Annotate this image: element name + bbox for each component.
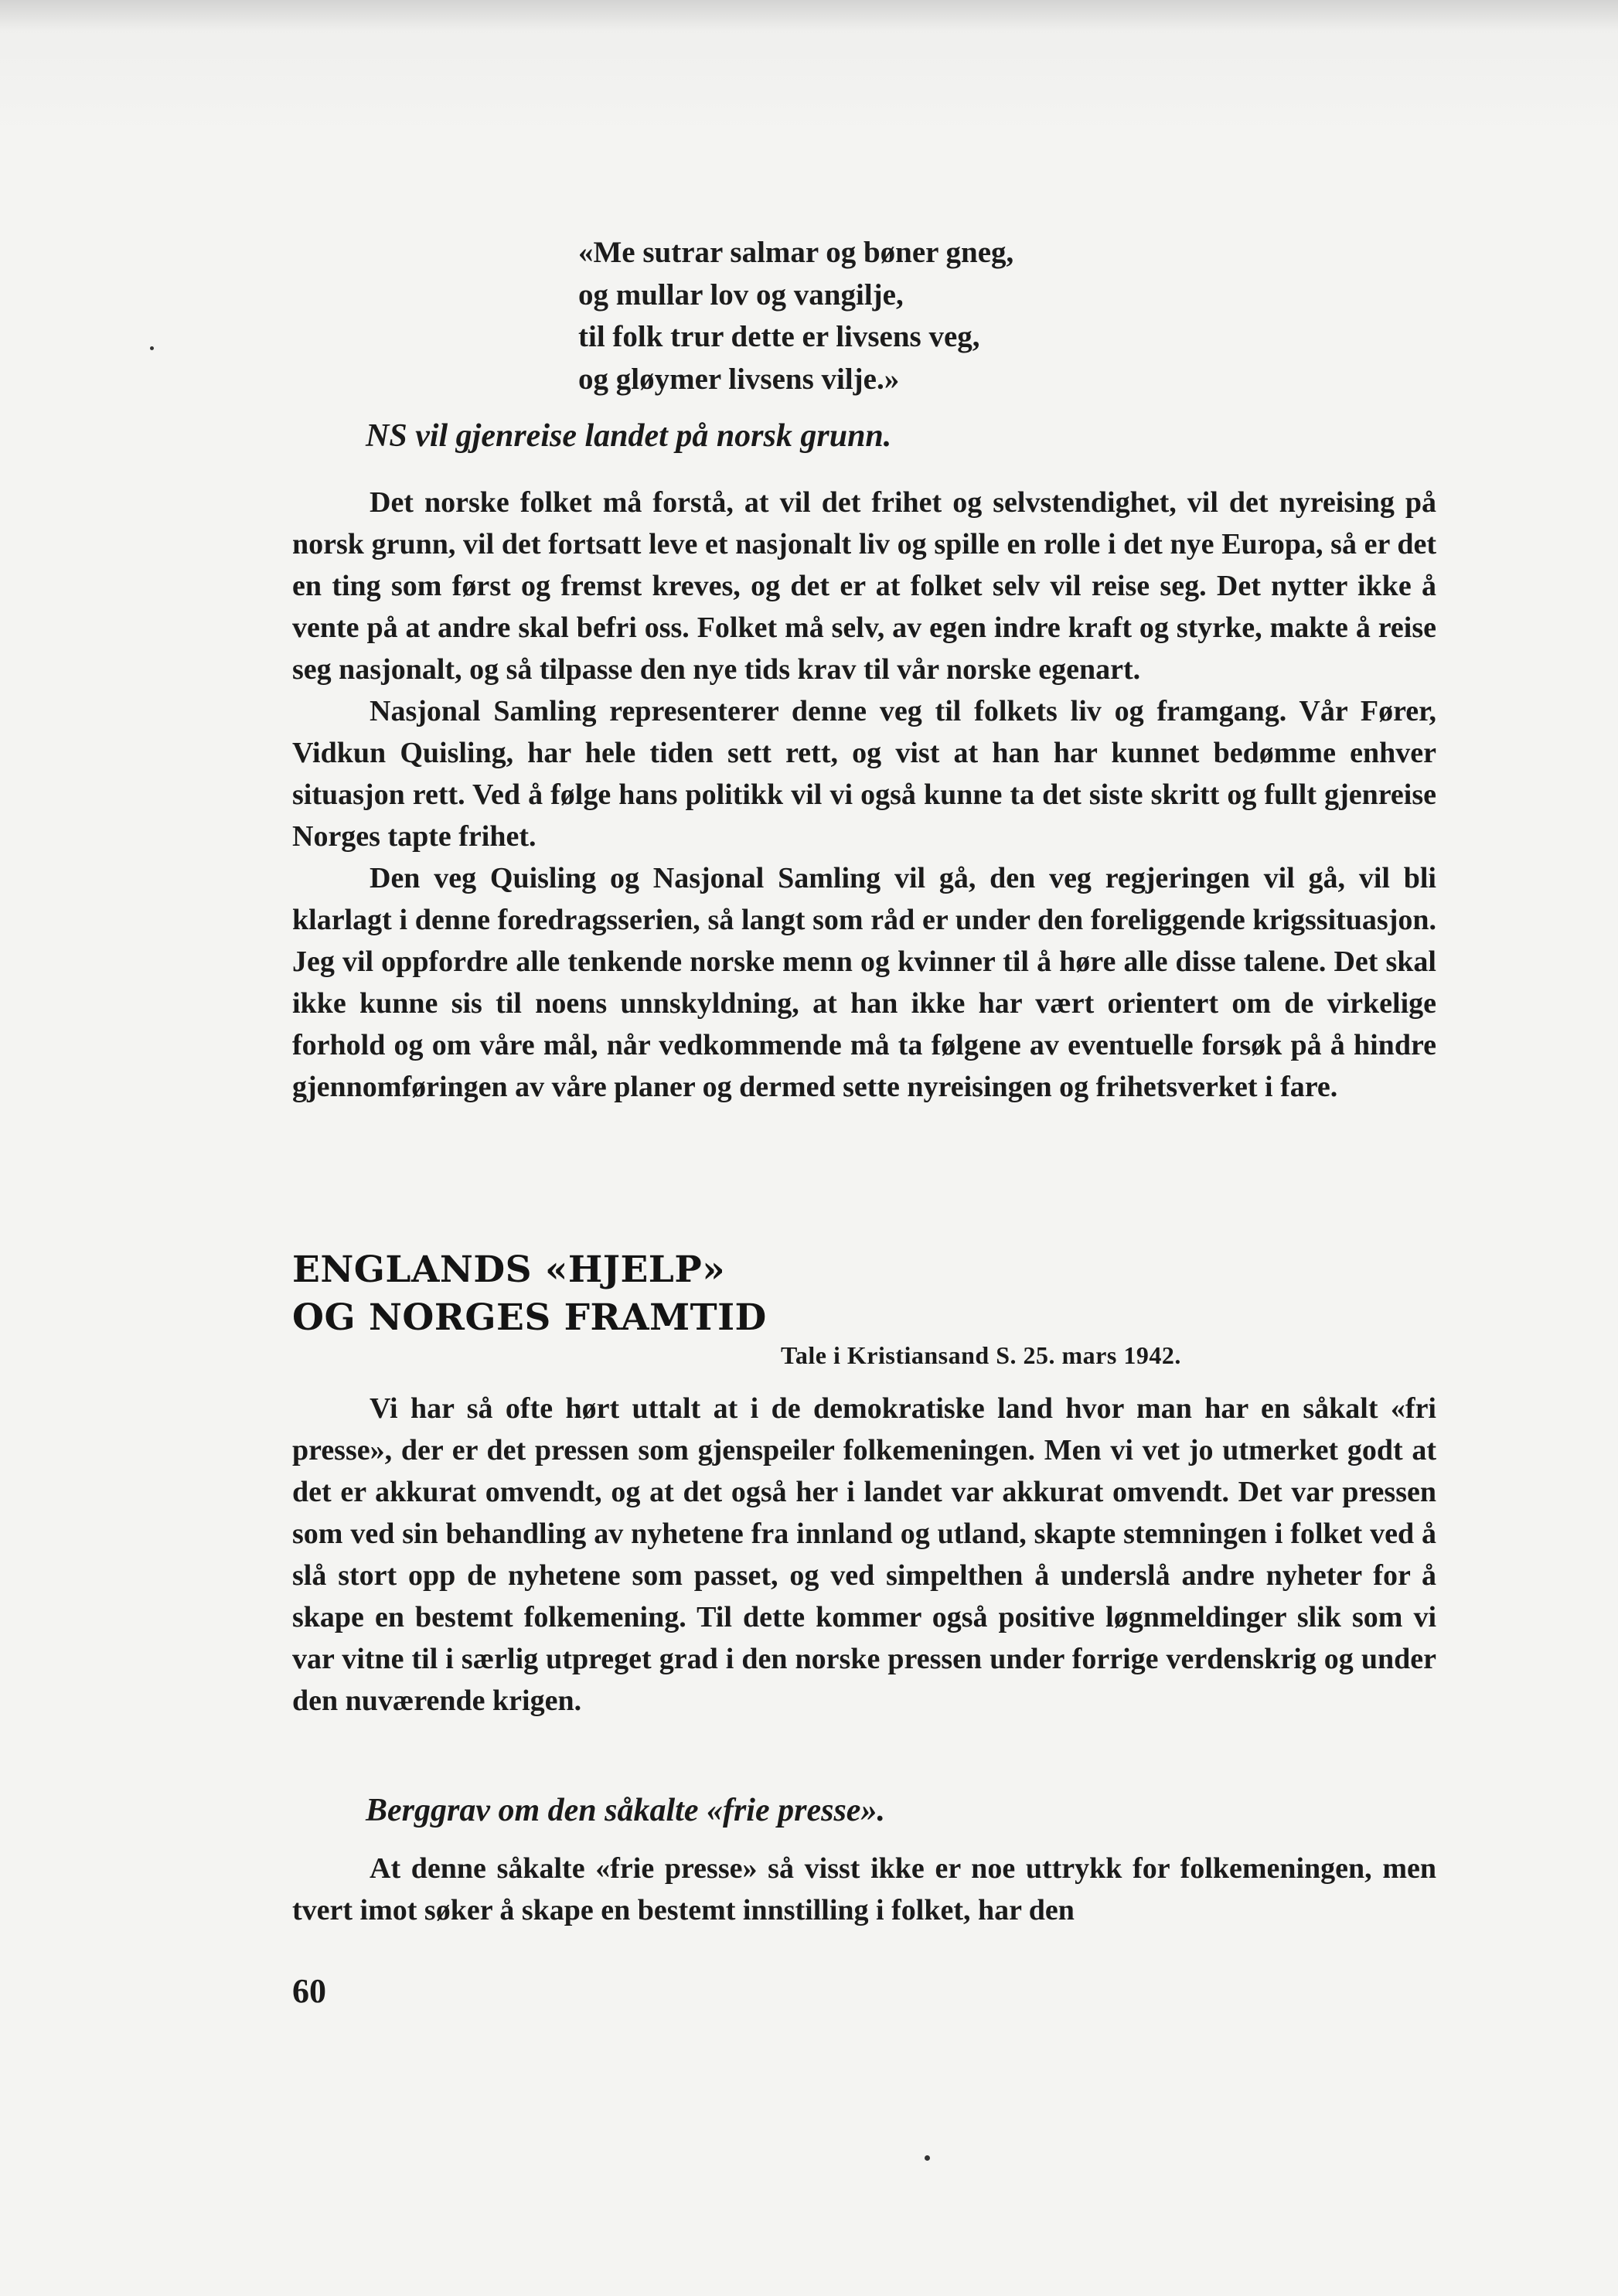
section-body [292, 482, 1436, 1108]
paragraph: Nasjonal Samling representerer denne veg til folkets liv og framgang. Vår Fører, Vidkun Quisling, har hele tiden sett rett, og vist at han har kunnet bedømme enhver situasjon rett. Ved å følge hans politikk vil vi også kunne ta det siste skritt og fullt gjenreise Norges tapte frihet. [292, 695, 1436, 853]
paragraph: Den veg Quisling og Nasjonal Samling vil gå, den veg regjeringen vil gå, vil bli klarlagt i denne foredragsserien, så langt som råd er under den foreliggende krigssituasjon. Jeg vil oppfordre alle tenkende norske menn og kvinner til å høre alle disse talene. Det skal ikke kunne sis til noens unnskyldning, at han ikke har vært orientert om de virkelige forhold og om våre mål, når vedkommende må ta følgene av eventuelle forsøk på å hindre gjennomføringen av våre planer og dermed sette nyreisingen og frihetsverket i fare. [292, 862, 1436, 1103]
poem-stanza [578, 232, 1013, 400]
speech-dateline: Tale i Kristiansand S. 25. mars 1942. [781, 1341, 1181, 1369]
heading-line: OG NORGES FRAMTID [292, 1296, 767, 1339]
heading-line: ENGLANDS «HJELP» [292, 1248, 726, 1291]
scan-shadow [0, 0, 1618, 31]
poem-line: og gløymer livsens vilje.» [578, 362, 900, 396]
scan-speck [150, 346, 154, 350]
scan-speck [925, 2155, 930, 2161]
paragraph: Vi har så ofte hørt uttalt at i de demokratiske land hvor man har en såkalt «fri presse», der er det pressen som gjenspeiler folkemeningen. Men vi vet jo utmerket godt at det er akkurat omvendt, og at det også her i landet var akkurat omvendt. Det var pressen som ved sin behandling av nyhetene fra innland og utland, skapte stemningen i folket ved å slå stort opp de nyhetene som passet, og ved simpelthen å underslå andre nyheter for å skape en bestemt folkemening. Til dette kommer også positive løgnmeldinger slik som vi var vitne til i særlig utpreget grad i den norske pressen under forrige verdenskrig og under den nuværende krigen. [292, 1392, 1436, 1717]
paragraph: At denne såkalte «frie presse» så visst ikke er noe uttrykk for folkemeningen, men tvert imot søker å skape en bestemt innstilling i folket, har den [292, 1852, 1436, 1926]
poem-line: og mullar lov og vangilje, [578, 278, 904, 312]
article-body [292, 1388, 1436, 1722]
article-body-continued [292, 1848, 1436, 1931]
article-heading [292, 1246, 767, 1342]
paragraph: Det norske folket må forstå, at vil det frihet og selvstendighet, vil det nyreising på norsk grunn, vil det fortsatt leve et nasjonalt liv og spille en rolle i det nye Europa, så er det en ting som først og fremst kreves, og det er at folket selv vil reise seg. Det nytter ikke å vente på at andre skal befri oss. Folket må selv, av egen indre kraft og styrke, makte å reise seg nasjonalt, og så tilpasse den nye tids krav til vår norske egenart. [292, 486, 1436, 686]
section-subheading: NS vil gjenreise landet på norsk grunn. [366, 418, 892, 454]
article-subheading: Berggrav om den såkalte «frie presse». [366, 1793, 885, 1828]
poem-line: «Me sutrar salmar og bøner gneg, [578, 236, 1014, 269]
poem-line: til folk trur dette er livsens veg, [578, 320, 980, 353]
page-number: 60 [292, 1972, 326, 2010]
